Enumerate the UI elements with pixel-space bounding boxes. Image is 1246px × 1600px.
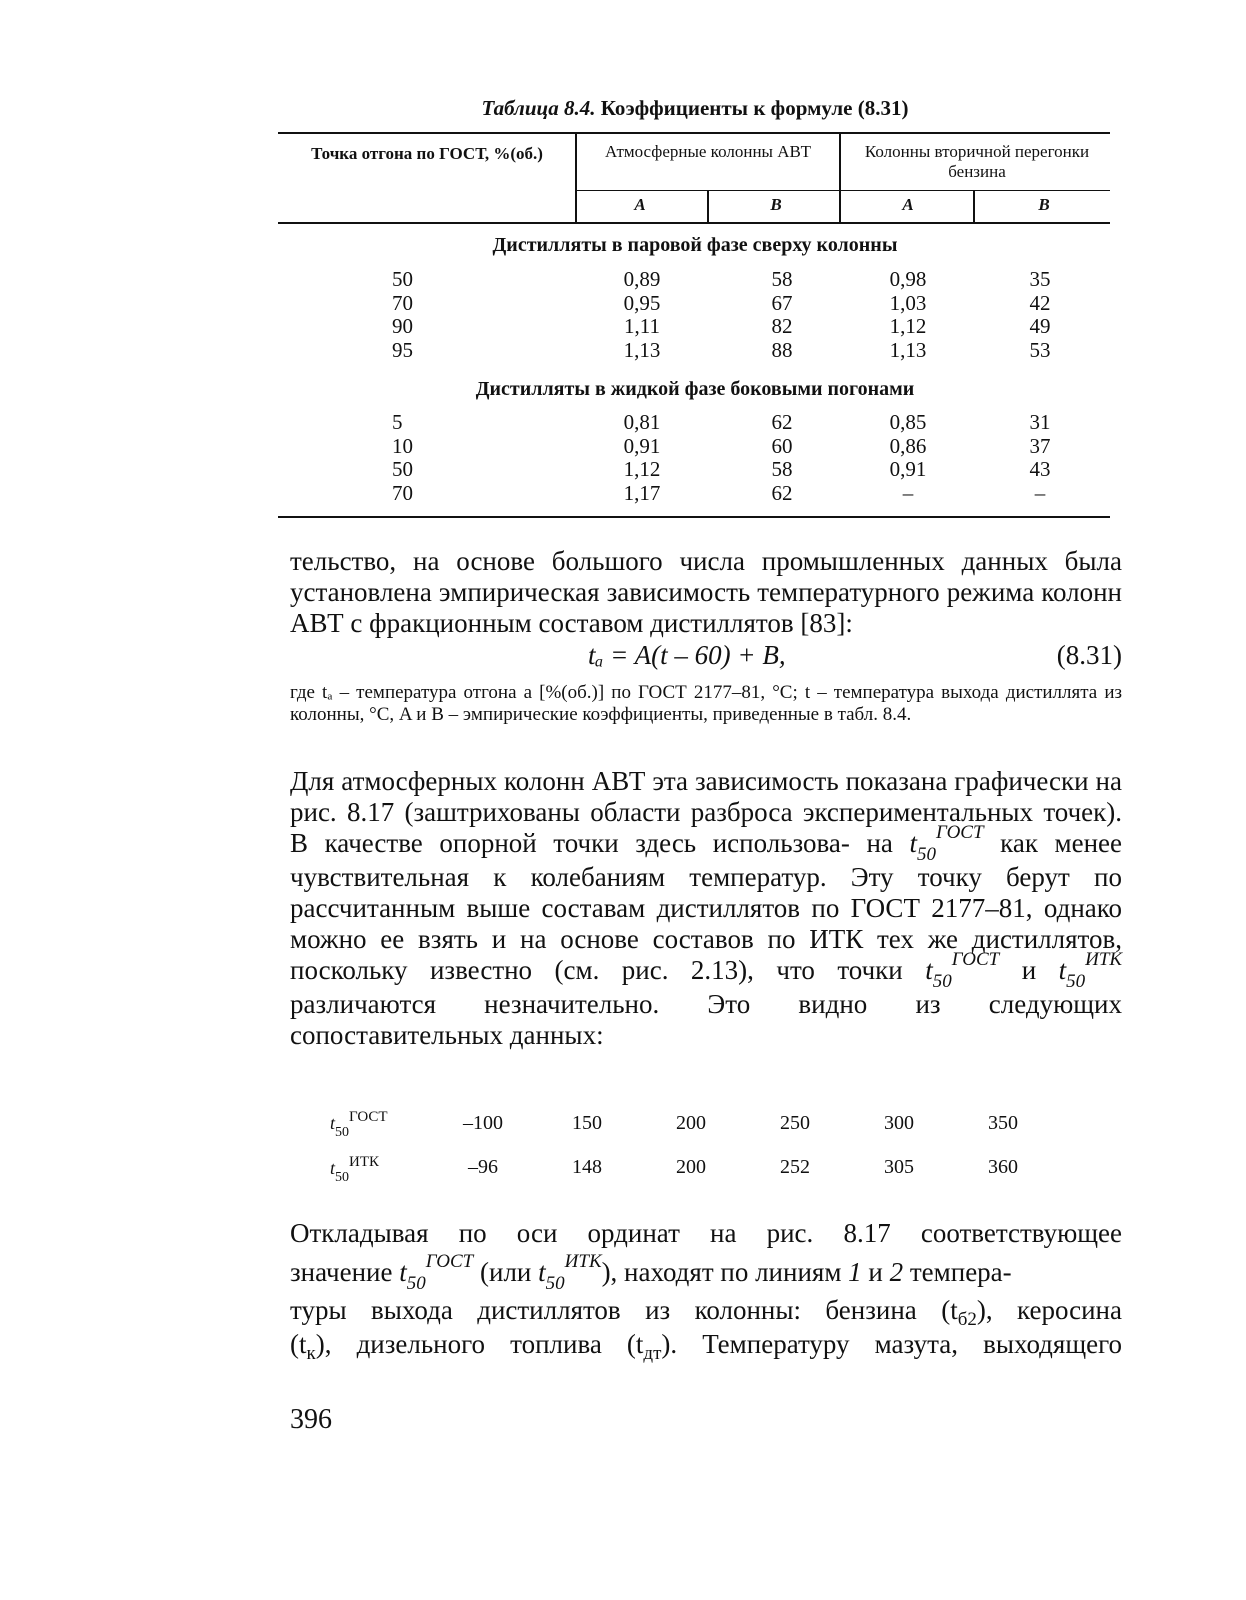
paragraph-2-l2-pre: на	[866, 828, 893, 858]
table-cell-r1-c1: 0,95	[623, 290, 661, 315]
table-caption-title: Коэффициенты к формуле (8.31)	[600, 96, 909, 120]
table-cell-r3-c3: 1,13	[889, 337, 927, 362]
table-cell-r1-c1: 0,91	[623, 433, 661, 458]
comparison-gost-0: –100	[463, 1112, 503, 1134]
comparison-itk-0: –96	[468, 1156, 498, 1178]
table-cell-r3-c0: 95	[392, 337, 413, 362]
paragraph-3-l2: значение $t_{50}^{ГОСТ}$ (или $t_{50}^{ИТК}$), находят по линиям 1 и 2 темпера-	[290, 1251, 1012, 1294]
table-cell-r1-c3: 1,03	[889, 290, 927, 315]
header-sub-a2: A	[902, 195, 914, 214]
table-cell-r2-c1: 1,11	[624, 314, 660, 338]
symbol-t50-gost: $t_{50}^{ГОСТ}$	[909, 822, 984, 865]
paragraph-3-l3: туры выхода дистиллятов из колонны: бензина $(t_{б2})$, керосина	[290, 1295, 1122, 1330]
table-cell-r3-c1: 1,13	[623, 337, 661, 362]
table-group-rule	[575, 190, 1110, 191]
table-vrule-3	[839, 133, 841, 223]
symbol-t50-itk: $t_{50}^{ИТК}$	[1058, 949, 1123, 992]
table-cell-r0-c4: 35	[1029, 267, 1051, 291]
paragraph-1: тельство, на основе большого числа промышленных данных была установлена эмпирическая зависимость температурного режима колонн АВТ с фракционным составом дистиллятов [83]:	[290, 546, 1122, 638]
table-cell-r2-c3: 1,12	[889, 314, 927, 338]
paragraph-3-l4: $(t_к)$, дизельного топлива $(t_{дт})$. Температуру мазута, выходящего	[290, 1329, 1122, 1364]
cmp-label-itk: $t_{50}^{ИТК}$	[330, 1154, 380, 1185]
comparison-itk-2: 200	[676, 1156, 706, 1178]
table-cell-r0-c1: 0,89	[623, 267, 661, 291]
table-cell-r2-c0: 50	[392, 457, 413, 481]
table-cell-r3-c0: 70	[392, 480, 413, 505]
table-cell-r0-c4: 31	[1029, 410, 1051, 434]
table-vrule-2	[707, 191, 709, 223]
comparison-gost-5: 350	[988, 1112, 1018, 1134]
symbol-t50-itk-2: $t_{50}^{ИТК}$	[538, 1251, 602, 1294]
table-cell-r1-c2: 67	[771, 290, 793, 315]
paragraph-2-l3-pre: что точки	[776, 955, 903, 985]
symbol-t50-gost-2: $t_{50}^{ГОСТ}$	[925, 949, 1000, 992]
table-cell-r3-c2: 88	[771, 337, 793, 362]
table-header-rule	[278, 222, 1110, 224]
table-cell-r0-c0: 5	[392, 410, 403, 434]
table-cell-r1-c2: 60	[771, 433, 793, 458]
paragraph-2-l3-mid: и	[1021, 955, 1037, 985]
table-caption	[280, 96, 1110, 121]
formula-explanation: где tₐ – температура отгона a [%(об.)] по ГОСТ 2177–81, °С; t – температура выхода дистиллята из колонны, °С, A и B – эмпирические коэффициенты, приведенные в табл. 8.4.	[290, 682, 1122, 725]
table-vrule-1	[575, 133, 577, 223]
table-cell-r0-c1: 0,81	[623, 410, 661, 434]
formula: tₐ = A(t – 60) + B,	[588, 640, 786, 670]
table-cell-r2-c0: 90	[392, 314, 413, 338]
table-cell-r2-c2: 58	[771, 457, 793, 481]
table-cell-r1-c0: 70	[392, 290, 413, 315]
comparison-itk-4: 305	[884, 1156, 914, 1178]
table-cell-r0-c3: 0,98	[889, 267, 927, 291]
paragraph-2-l2-post: как менее чувствительная к колебаниям температур. Эту точку берут по рассчитанным выше составам дистиллятов по ГОСТ 2177–81, однако можно ее взять и на основе составов по ИТК тех же дистиллятов, поскольку известно (см. рис. 2.13),	[290, 828, 1122, 985]
paragraph-3-l1: Откладывая по оси ординат на рис. 8.17 соответствующее	[290, 1218, 1122, 1248]
header-col0: Точка отгона по ГОСТ, %(об.)	[311, 144, 543, 163]
table-cell-r2-c3: 0,91	[889, 457, 927, 481]
table-cell-r3-c2: 62	[771, 480, 793, 505]
table-top-rule	[278, 132, 1110, 134]
table-cell-r0-c0: 50	[392, 267, 413, 291]
table-cell-r1-c4: 37	[1029, 433, 1051, 458]
comparison-itk-3: 252	[780, 1156, 810, 1178]
table-cell-r3-c4: 53	[1029, 337, 1051, 362]
formula-number: (8.31)	[1056, 640, 1122, 670]
paragraph-3	[290, 1218, 1122, 1363]
header-sub-a1: A	[634, 195, 646, 214]
symbol-t50-gost-3: $t_{50}^{ГОСТ}$	[399, 1251, 474, 1294]
table-vrule-4	[973, 191, 975, 223]
section-title-liquid: Дистилляты в жидкой фазе боковыми погонами	[475, 378, 915, 400]
table-cell-r2-c4: 43	[1029, 457, 1051, 481]
header-sub-b2: B	[1038, 195, 1050, 214]
paragraph-2	[290, 766, 1122, 1051]
header-group1: Атмосферные колонны АВТ	[605, 142, 811, 161]
table-cell-r2-c1: 1,12	[623, 457, 661, 481]
table-cell-r1-c4: 42	[1029, 290, 1051, 315]
table-cell-r2-c2: 82	[771, 314, 793, 338]
header-sub-b1: B	[770, 195, 782, 214]
cmp-label-gost: $t_{50}^{ГОСТ}$	[330, 1109, 388, 1140]
paragraph-2-l1: Для атмосферных колонн АВТ эта зависимость показана графически на рис. 8.17 (заштрихованы области разброса экспериментальных точек). В качестве опорной точки здесь использова-	[290, 766, 1122, 858]
comparison-itk-5: 360	[988, 1156, 1018, 1178]
comparison-gost-4: 300	[884, 1112, 914, 1134]
table-cell-r1-c3: 0,86	[889, 433, 927, 458]
table-caption-label: Таблица 8.4.	[481, 96, 596, 120]
table-cell-r0-c3: 0,85	[889, 410, 927, 434]
comparison-gost-2: 200	[676, 1112, 706, 1134]
header-group2: Колонны вторичной перегонки бензина	[864, 142, 1090, 181]
comparison-gost-3: 250	[780, 1112, 810, 1134]
section-title-vapor: Дистилляты в паровой фазе сверху колонны	[492, 234, 898, 256]
paragraph-2-l3-post: различаются незначительно. Это видно из следующих сопоставительных данных:	[290, 989, 1122, 1050]
table-bottom-rule	[278, 516, 1110, 518]
table-cell-r3-c4: –	[1034, 480, 1046, 505]
table-cell-r1-c0: 10	[392, 433, 413, 458]
table-cell-r2-c4: 49	[1029, 314, 1051, 338]
table-cell-r3-c1: 1,17	[623, 480, 661, 505]
comparison-itk-1: 148	[572, 1156, 602, 1178]
table-cell-r3-c3: –	[902, 480, 914, 505]
page-number: 396	[290, 1404, 332, 1435]
table-cell-r0-c2: 58	[771, 267, 793, 291]
comparison-gost-1: 150	[572, 1112, 602, 1134]
table-cell-r0-c2: 62	[771, 410, 793, 434]
